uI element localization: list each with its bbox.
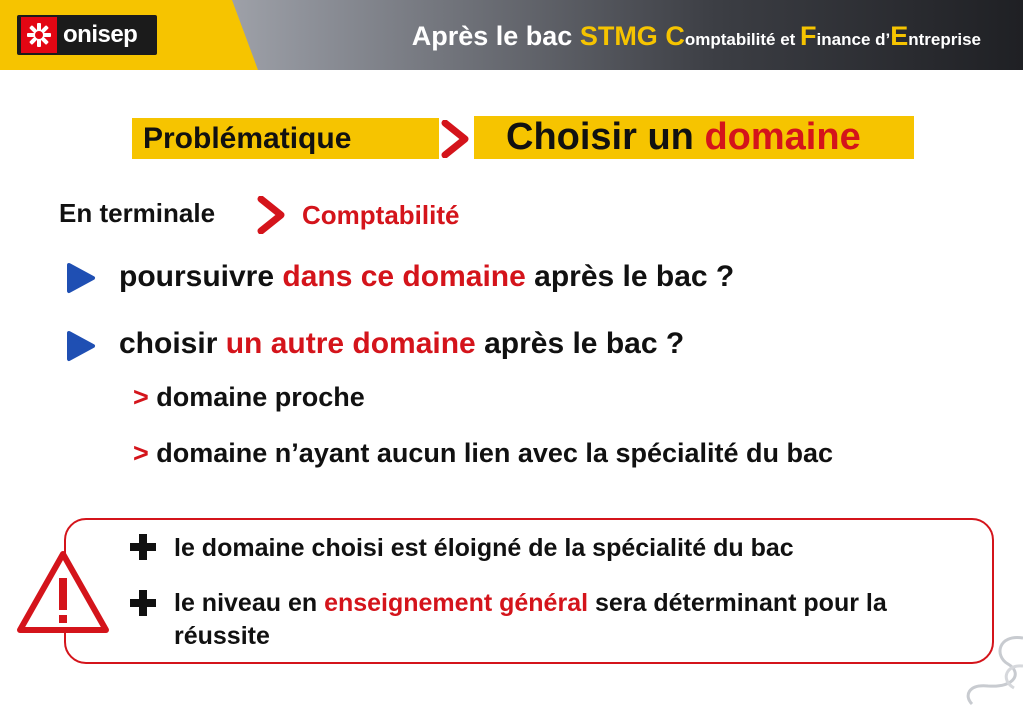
option-other-after: après le bac ? — [475, 327, 685, 360]
sub-option-text: domaine n’ayant aucun lien avec la spécialité du bac — [148, 438, 834, 468]
option-other — [119, 325, 684, 363]
header-bar — [0, 0, 1023, 70]
title-et: et — [775, 30, 801, 49]
choose-domain-title — [506, 116, 861, 159]
play-bullet-icon — [66, 330, 96, 362]
option-continue-highlight: dans ce domaine — [282, 260, 526, 293]
plus-icon — [129, 589, 157, 617]
sub-option-close-domain — [133, 380, 365, 414]
choose-domain-black: Choisir un — [506, 116, 705, 158]
option-continue-after: après le bac ? — [525, 260, 735, 293]
warning-line2-after: sera déterminant pour la réussite — [174, 589, 887, 650]
onisep-logo-icon — [21, 17, 57, 53]
chevron-right-icon — [441, 120, 471, 158]
onisep-logo[interactable] — [17, 15, 157, 55]
sub-option-marker: > — [133, 438, 149, 468]
title-e: E — [890, 21, 909, 51]
choose-domain-red: domaine — [704, 116, 861, 158]
terminale-value: Comptabilité — [302, 200, 460, 230]
warning-line-general-level — [174, 587, 974, 653]
title-prefix: Après le bac — [411, 21, 580, 51]
page-title — [412, 19, 981, 57]
decorative-swirl — [928, 608, 1023, 708]
warning-line-far-domain: le domaine choisi est éloigné de la spécialité du bac — [174, 534, 794, 562]
title-f: F — [800, 21, 817, 51]
title-e-rest: ntreprise — [908, 30, 981, 49]
terminale-label: En terminale — [59, 198, 216, 228]
title-c: C — [665, 21, 685, 51]
warning-triangle-icon — [14, 548, 112, 636]
sub-option-unrelated-domain — [133, 436, 833, 470]
chevron-right-icon — [257, 196, 287, 234]
title-c-rest: omptabilité — [684, 30, 776, 49]
warning-line2-before: le niveau en — [174, 589, 325, 617]
warning-line2-highlight: enseignement général — [324, 589, 589, 617]
title-stmg: STMG — [579, 21, 666, 51]
problem-label: Problématique — [143, 122, 352, 155]
sub-option-marker: > — [133, 382, 149, 412]
option-continue-before: poursuivre — [119, 260, 283, 293]
play-bullet-icon — [66, 262, 96, 294]
option-other-before: choisir — [119, 327, 226, 360]
plus-icon — [129, 533, 157, 561]
title-f-rest: inance d’ — [816, 30, 891, 49]
logo-text: onisep — [63, 21, 138, 48]
option-continue — [119, 258, 734, 296]
option-other-highlight: un autre domaine — [225, 327, 476, 360]
sub-option-text: domaine proche — [148, 382, 365, 412]
